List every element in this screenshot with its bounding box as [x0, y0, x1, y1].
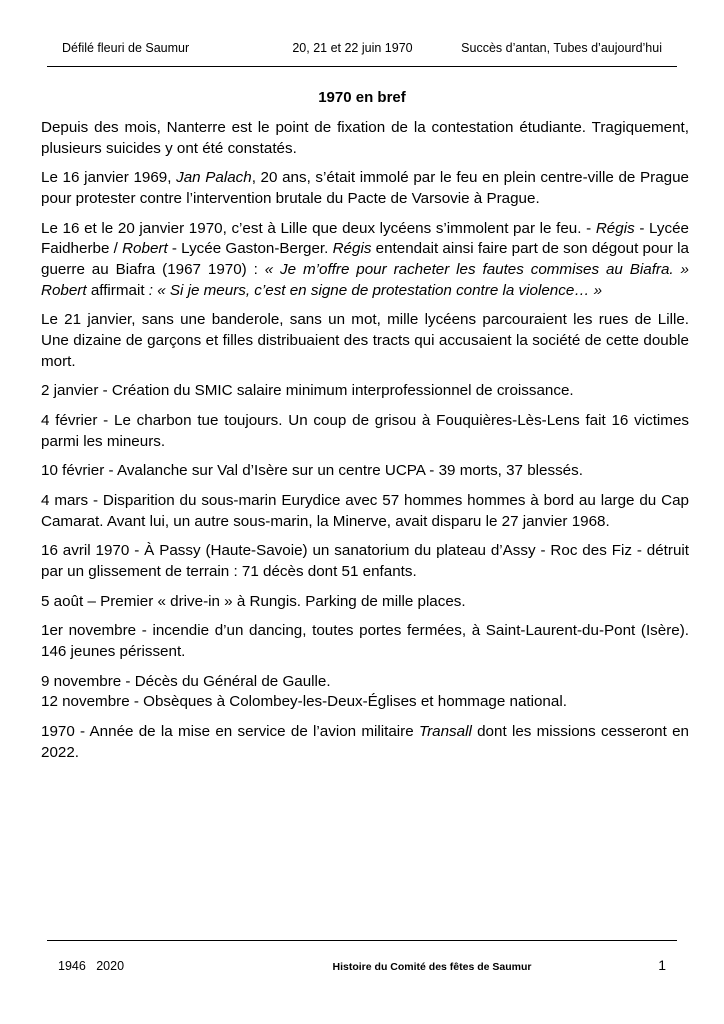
- paragraph-lille-march: Le 21 janvier, sans une banderole, sans un mot, mille lycéens parcouraient les rues de Lille. Une dizaine de garçons et filles distribuaient des tracts qui accusaient la société de cette double mort.: [41, 311, 689, 370]
- paragraph-eurydice: 4 mars - Disparition du sous-marin Eurydice avec 57 hommes hommes à bord au large du Cap Camarat. Avant lui, un autre sous-marin, la Minerve, avait disparu le 27 janvier 1968.: [41, 492, 689, 530]
- footer-title: Histoire du Comité des fêtes de Saumur: [332, 961, 532, 973]
- footer-page-number: 1: [658, 957, 666, 973]
- emphasis-robert: Robert: [122, 240, 168, 258]
- paragraph-smic: 2 janvier - Création du SMIC salaire minimum interprofessionnel de croissance.: [41, 382, 574, 400]
- paragraph-jan-palach: Le 16 janvier 1969, Jan Palach, 20 ans, s’était immolé par le feu en plein centre-ville de Prague pour protester contre l’intervention brutale du Pacte de Varsovie à Prague.: [41, 169, 689, 208]
- emphasis-robert-2: Robert: [41, 281, 87, 299]
- page-header: [62, 41, 662, 55]
- paragraph-de-gaulle-death: 9 novembre - Décès du Général de Gaulle.: [41, 672, 331, 690]
- paragraph-avalanche: 10 février - Avalanche sur Val d’Isère sur un centre UCPA - 39 morts, 37 blessés.: [41, 462, 583, 480]
- emphasis-regis-2: Régis: [332, 240, 372, 258]
- paragraph-intro: Depuis des mois, Nanterre est le point de fixation de la contestation étudiante. Tragiquement, plusieurs suicides y ont été constatés.: [41, 119, 689, 157]
- emphasis-jan-palach: Jan Palach: [176, 169, 252, 187]
- footer-divider: [47, 940, 677, 941]
- paragraph-de-gaulle-funeral: 12 novembre - Obsèques à Colombey-les-Deux-Églises et hommage national.: [41, 693, 567, 711]
- paragraph-roc-des-fiz: 16 avril 1970 - À Passy (Haute-Savoie) un sanatorium du plateau d’Assy - Roc des Fiz - détruit par un glissement de terrain : 71 décès dont 51 enfants.: [41, 542, 689, 581]
- header-middle-text: 20, 21 et 22 juin 1970: [292, 41, 413, 55]
- emphasis-regis: Régis: [595, 219, 635, 237]
- paragraph-charbon: 4 février - Le charbon tue toujours. Un coup de grisou à Fouquières-Lès-Lens fait 16 victimes parmi les mineurs.: [41, 412, 689, 450]
- page-footer: [58, 957, 666, 973]
- paragraph-saint-laurent-du-pont: 1er novembre - incendie d’un dancing, toutes portes fermées, à Saint-Laurent-du-Pont (Isère). 146 jeunes périssent.: [41, 622, 689, 661]
- emphasis-transall: Transall: [418, 723, 472, 741]
- paragraph-lille-immolations: Le 16 et le 20 janvier 1970, c’est à Lille que deux lycéens s’immolent par le feu. - Régis - Lycée Faidherbe / Robert - Lycée Gaston-Berger. Régis entendait ainsi faire part de son dégout pour la guerre au Biafra (1967 1970) : « Je m’offre pour racheter les fautes commises au Biafra. » Robert affirmait : « Si je meurs, c’est en signe de protestation contre la violence… »: [41, 219, 689, 299]
- header-left-text: Défilé fleuri de Saumur: [62, 41, 190, 55]
- document-body: [41, 118, 689, 772]
- header-right-text: Succès d’antan, Tubes d’aujourd’hui: [461, 41, 662, 55]
- page-title: 1970 en bref: [318, 89, 406, 106]
- quote-regis: « Je m’offre pour racheter les fautes commises au Biafra. »: [264, 261, 689, 279]
- paragraph-transall: 1970 - Année de la mise en service de l’avion militaire Transall dont les missions cesseront en 2022.: [41, 723, 689, 761]
- quote-robert: : « Si je meurs, c’est en signe de protestation contre la violence… »: [148, 281, 603, 299]
- footer-years: 1946 2020: [58, 959, 125, 973]
- paragraph-drive-in: 5 août – Premier « drive-in » à Rungis. Parking de mille places.: [41, 592, 466, 610]
- header-divider: [47, 66, 677, 67]
